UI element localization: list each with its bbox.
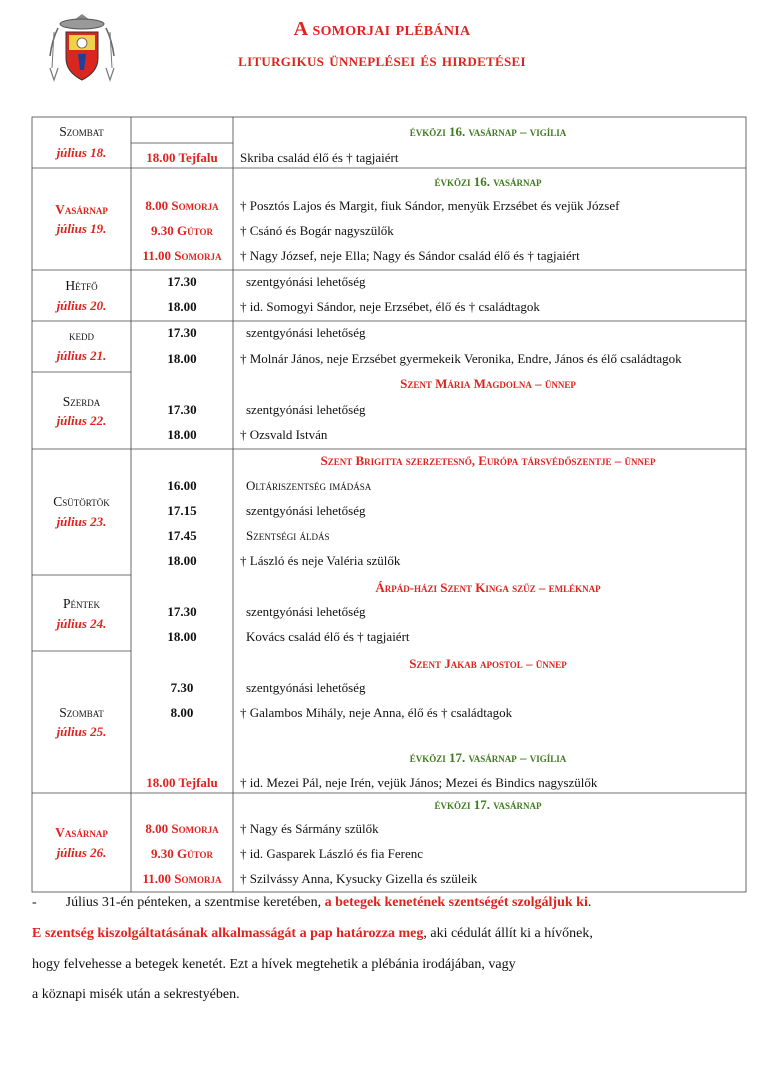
mass-time: 17.45 <box>167 528 197 543</box>
mass-time: 18.00 <box>167 629 197 644</box>
mass-intention: szentgyónási lehetőség <box>246 274 366 289</box>
mass-intention: Skriba család élő és † tagjaiért <box>240 150 399 165</box>
day-name: Szombat <box>59 705 104 720</box>
mass-intention: szentgyónási lehetőség <box>246 604 366 619</box>
mass-intention: szentgyónási lehetőség <box>246 680 366 695</box>
mass-time: 17.30 <box>167 274 197 289</box>
feast-title: évközi 16. vasárnap – vigília <box>409 124 567 139</box>
mass-intention: szentgyónási lehetőség <box>246 402 366 417</box>
mass-intention: † Posztós Lajos és Margit, fiuk Sándor, menyük Erzsébet és vejük József <box>240 198 620 213</box>
day-name: Csütörtök <box>53 494 110 509</box>
mass-intention: Kovács család élő és † tagjaiért <box>246 629 410 644</box>
mass-time: 16.00 <box>167 478 197 493</box>
page-subtitle: liturgikus ünneplései és hirdetései <box>238 50 526 71</box>
announcement-highlight: a betegek kenetének szentségét szolgáljuk ki <box>324 895 588 910</box>
mass-intention: Szentségi áldás <box>246 528 330 543</box>
announcement-line <box>32 926 593 942</box>
mass-intention: † Nagy és Sármány szülők <box>240 821 379 836</box>
mass-time: 8.00 <box>170 705 194 720</box>
announcement-line: hogy felvehesse a betegek kenetét. Ezt a hívek megtehetik a plébánia irodájában, vagy <box>32 957 516 972</box>
mass-time: 17.15 <box>167 503 197 518</box>
feast-title: évközi 16. vasárnap <box>434 174 542 189</box>
announcement-highlight: E szentség kiszolgáltatásának alkalmasságát a pap határozza meg <box>32 926 424 941</box>
mass-intention: † Csánó és Bogár nagyszülők <box>240 223 394 238</box>
day-name: Vasárnap <box>55 202 108 217</box>
mass-intention: † Molnár János, neje Erzsébet gyermekeik Veronika, Endre, János és élő családtagok <box>240 351 682 366</box>
announcement-text: , aki cédulát állít ki a hívőnek, <box>423 926 593 941</box>
feast-title: Szent Brigitta szerzetesnő, Európa társvédőszentje – ünnep <box>320 453 656 468</box>
mass-time: 9.30 Gútor <box>151 846 213 861</box>
announcement-text: Július 31-én pénteken, a szentmise keretében, <box>65 895 325 910</box>
mass-time: 18.00 <box>167 553 197 568</box>
day-date: július 25. <box>56 724 107 739</box>
mass-intention: † Galambos Mihály, neje Anna, élő és † családtagok <box>240 705 513 720</box>
mass-intention: † id. Mezei Pál, neje Irén, vejük János; Mezei és Bindics nagyszülők <box>240 775 598 790</box>
day-name: Hétfő <box>65 278 98 293</box>
day-date: július 24. <box>56 616 107 631</box>
mass-time: 11.00 Somorja <box>142 871 222 886</box>
page-title: A somorjai plébánia <box>293 18 471 40</box>
feast-title: évközi 17. vasárnap <box>434 797 542 812</box>
mass-intention: szentgyónási lehetőség <box>246 325 366 340</box>
mass-intention: † id. Gasparek László és fia Ferenc <box>240 846 424 861</box>
day-date: július 26. <box>56 845 107 860</box>
announcement-line <box>32 895 591 911</box>
mass-time: 17.30 <box>167 325 197 340</box>
mass-intention: Oltáriszentség imádása <box>246 478 372 493</box>
announcement-line: a köznapi misék után a sekrestyében. <box>32 987 240 1002</box>
day-name: kedd <box>69 328 94 343</box>
day-date: július 20. <box>56 298 107 313</box>
day-date: július 22. <box>56 413 107 428</box>
day-date: július 23. <box>56 514 107 529</box>
feast-title: Szent Jakab apostol – ünnep <box>409 656 567 671</box>
feast-title: Árpád-házi Szent Kinga szűz – emléknap <box>375 580 601 595</box>
day-date: július 19. <box>56 221 107 236</box>
mass-time: 8.00 Somorja <box>145 821 219 836</box>
day-name: Vasárnap <box>55 825 108 840</box>
mass-time: 9.30 Gútor <box>151 223 213 238</box>
day-name: Szombat <box>59 124 104 139</box>
mass-time: 18.00 Tejfalu <box>146 775 218 790</box>
list-dash: - <box>32 895 37 910</box>
announcement-text: . <box>587 895 592 910</box>
mass-intention: † Szilvássy Anna, Kysucky Gizella és szüleik <box>240 871 478 886</box>
mass-intention: szentgyónási lehetőség <box>246 503 366 518</box>
mass-time: 18.00 <box>167 427 197 442</box>
feast-title: évközi 17. vasárnap – vigília <box>409 750 567 765</box>
mass-time: 18.00 Tejfalu <box>146 150 218 165</box>
mass-time: 11.00 Somorja <box>142 248 222 263</box>
mass-time: 18.00 <box>167 299 197 314</box>
day-name: Szerda <box>62 394 101 409</box>
day-name: Péntek <box>63 596 100 611</box>
mass-intention: † id. Somogyi Sándor, neje Erzsébet, élő és † családtagok <box>240 299 540 314</box>
day-date: július 18. <box>56 145 107 160</box>
mass-time: 17.30 <box>167 604 197 619</box>
mass-intention: † Ozsvald István <box>240 427 328 442</box>
feast-title: Szent Mária Magdolna – ünnep <box>400 376 576 391</box>
day-date: július 21. <box>56 348 107 363</box>
mass-time: 7.30 <box>170 680 194 695</box>
mass-intention: † Nagy József, neje Ella; Nagy és Sándor család élő és † tagjaiért <box>240 248 580 263</box>
mass-intention: † László és neje Valéria szülők <box>240 553 401 568</box>
mass-time: 18.00 <box>167 351 197 366</box>
mass-time: 17.30 <box>167 402 197 417</box>
mass-time: 8.00 Somorja <box>145 198 219 213</box>
